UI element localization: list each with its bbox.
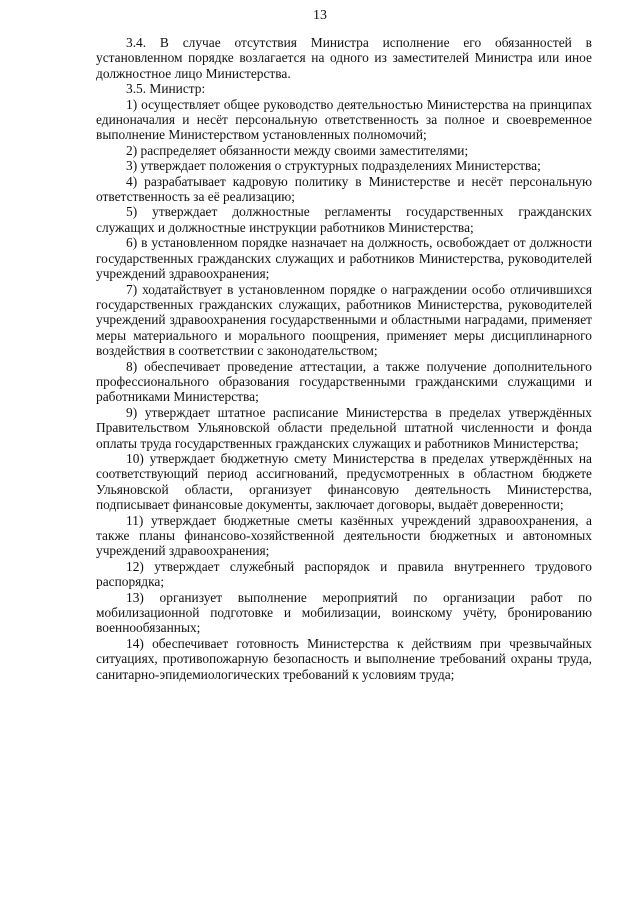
list-item-1: 1) осуществляет общее руководство деятельностью Министерства на принципах единоначалия и несёт персональную ответственность за полное и своевременное выполнение Министерством установленных полномочий; (96, 96, 592, 143)
list-item-8: 8) обеспечивает проведение аттестации, а также получение дополнительного профессионального образования государственными гражданскими служащими и работниками Министерства; (96, 358, 592, 405)
list-item-11: 11) утверждает бюджетные сметы казённых учреждений здравоохранения, а также планы финансово-хозяйственной деятельности бюджетных и автономных учреждений здравоохранения; (96, 512, 592, 559)
list-item-12: 12) утверждает служебный распорядок и правила внутреннего трудового распорядка; (96, 558, 592, 590)
document-body (96, 35, 592, 682)
list-item-14: 14) обеспечивает готовность Министерства к действиям при чрезвычайных ситуациях, противопожарную безопасность и выполнение требований охраны труда, санитарно-эпидемиологических требований к условиям труда; (96, 635, 592, 682)
list-item-7: 7) ходатайствует в установленном порядке о награждении особо отличившихся государственных гражданских служащих, работников Министерства, руководителей учреждений здравоохранения государственными и областными наградами, применяет меры материального и морального поощрения, применяет меры дисциплинарного воздействия в соответствии с законодательством; (96, 281, 592, 359)
list-item-3: 3) утверждает положения о структурных подразделениях Министерства; (126, 158, 541, 174)
page-number: 13 (313, 8, 327, 23)
list-item-10: 10) утверждает бюджетную смету Министерства в пределах утверждённых на соответствующий период ассигнований, предусмотренных в областном бюджете Ульяновской области, организует финансовую деятельность Министерства, подписывает финансовые документы, заключает договоры, выдаёт доверенности; (96, 450, 592, 513)
list-item-6: 6) в установленном порядке назначает на должность, освобождает от должности государственных гражданских служащих и работников Министерства, руководителей учреждений здравоохранения; (96, 235, 592, 282)
list-item-4: 4) разрабатывает кадровую политику в Министерстве и несёт персональную ответственность за её реализацию; (96, 173, 592, 205)
paragraph-3-4: 3.4. В случае отсутствия Министра исполнение его обязанностей в установленном порядке возлагается на одного из заместителей Министра или иное должностное лицо Министерства. (96, 35, 592, 81)
paragraph-3-5-heading: 3.5. Министр: (126, 81, 206, 97)
list-item-13: 13) организует выполнение мероприятий по организации работ по мобилизационной подготовке и мобилизации, воинскому учёту, бронированию военнообязанных; (96, 589, 592, 636)
list-item-5: 5) утверждает должностные регламенты государственных гражданских служащих и должностные инструкции работников Министерства; (96, 204, 592, 235)
list-item-9: 9) утверждает штатное расписание Министерства в пределах утверждённых Правительством Ульяновской области предельной штатной численности и фонда оплаты труда государственных гражданских служащих и работников Министерства; (96, 404, 592, 451)
list-item-2: 2) распределяет обязанности между своими заместителями; (126, 142, 469, 158)
